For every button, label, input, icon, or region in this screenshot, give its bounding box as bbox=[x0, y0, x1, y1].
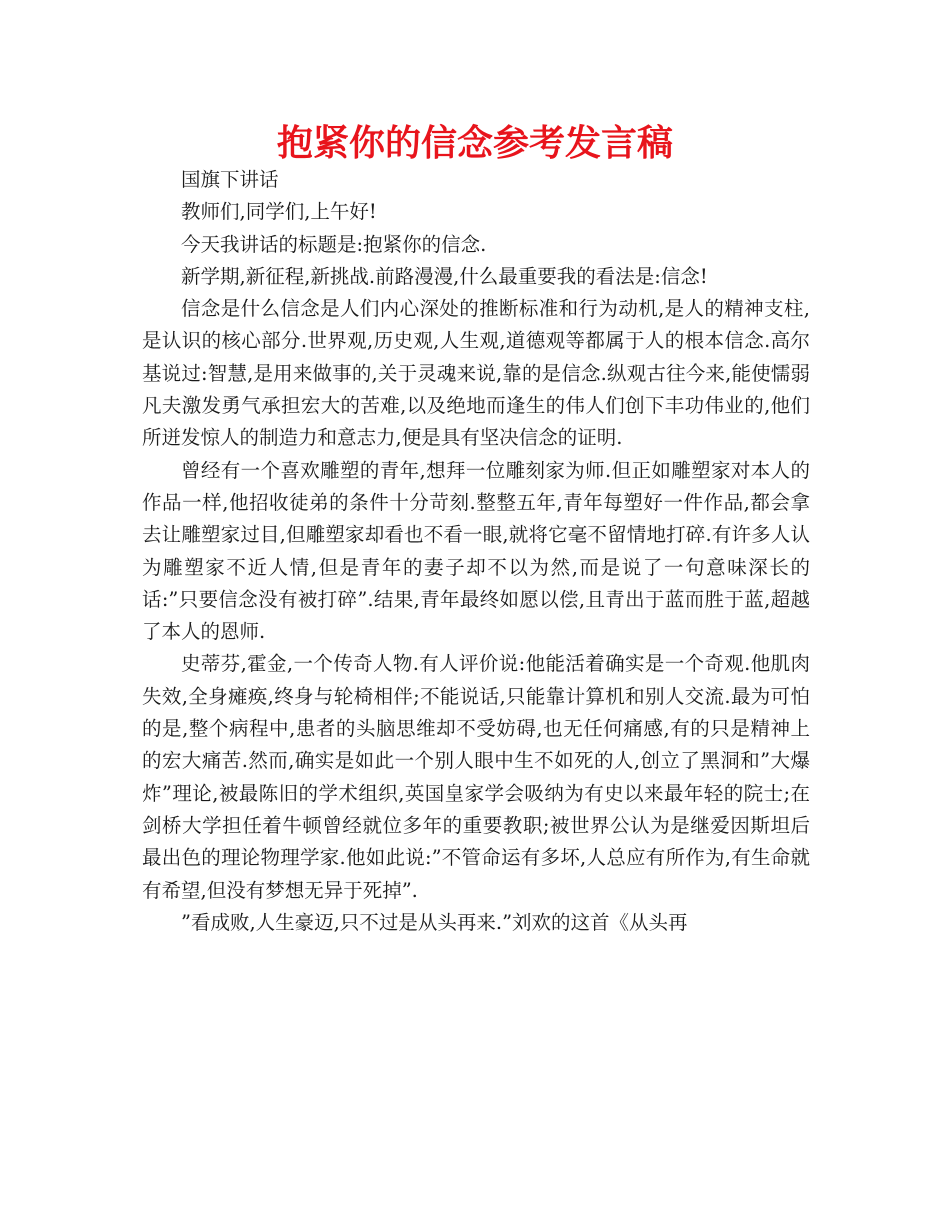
paragraph-hawking-story: 史蒂芬,霍金,一个传奇人物.有人评价说:他能活着确实是一个奇观.他肌肉失效,全身瘫痪,终身与轮椅相伴;不能说话,只能靠计算机和别人交流.最为可怕的是,整个病程中,患者的头脑思维却不受妨碍,也无任何痛感,有的只是精神上的宏大痛苦.然而,确实是如此一个别人眼中生不如死的人,创立了黑洞和”大爆炸”理论,被最陈旧的学术组织,英国皇家学会吸纳为有史以来最年轻的院士;在剑桥大学担任着牛顿曾经就位多年的重要教职;被世界公认为是继爱因斯坦后最出色的理论物理学家.他如此说:”不管命运有多坏,人总应有所作为,有生命就有希望,但没有梦想无异于死掉”. bbox=[142, 652, 810, 902]
paragraph-song-quote: ”看成败,人生豪迈,只不过是从头再来.”刘欢的这首《从头再 bbox=[181, 910, 688, 934]
paragraph-heading: 国旗下讲话 bbox=[181, 168, 279, 191]
paragraph-intro: 新学期,新征程,新挑战.前路漫漫,什么最重要我的看法是:信念! bbox=[181, 264, 708, 288]
document-title: 抱紧你的信念参考发言稿 bbox=[276, 123, 673, 164]
paragraph-greeting: 教师们,同学们,上午好! bbox=[181, 200, 377, 224]
document-body bbox=[142, 164, 810, 939]
paragraph-topic: 今天我讲话的标题是:抱紧你的信念. bbox=[181, 232, 487, 256]
paragraph-sculptor-story: 曾经有一个喜欢雕塑的青年,想拜一位雕刻家为师.但正如雕塑家对本人的作品一样,他招收徒弟的条件十分苛刻.整整五年,青年每塑好一件作品,都会拿去让雕塑家过目,但雕塑家却看也不看一眼,就将它毫不留情地打碎.有许多人认为雕塑家不近人情,但是青年的妻子却不以为然,而是说了一句意味深长的话:”只要信念没有被打碎”.结果,青年最终如愿以偿,且青出于蓝而胜于蓝,超越了本人的恩师. bbox=[142, 458, 810, 644]
paragraph-belief-definition: 信念是什么信念是人们内心深处的推断标准和行为动机,是人的精神支柱,是认识的核心部分.世界观,历史观,人生观,道德观等都属于人的根本信念.高尔基说过:智慧,是用来做事的,关于灵魂来说,靠的是信念.纵观古往今来,能使懦弱凡夫激发勇气承担宏大的苦难,以及绝地而逢生的伟人们创下丰功伟业的,他们所迸发惊人的制造力和意志力,便是具有坚决信念的证明. bbox=[142, 297, 810, 450]
